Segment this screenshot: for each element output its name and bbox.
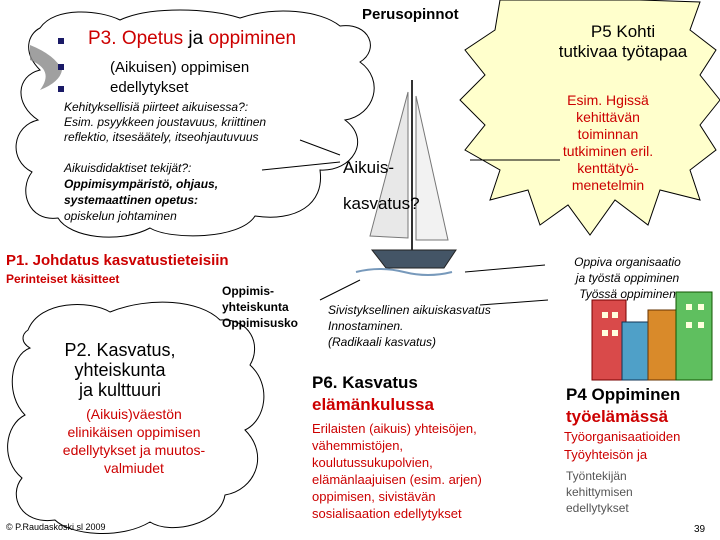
center-line: kasvatus? (343, 194, 420, 213)
p2-title-line: ja kulttuuri (78, 380, 162, 400)
p3-kehitys-line: Kehityksellisiä piirteet aikuisessa?: (64, 100, 249, 114)
p5-title-line: P5 Kohti (590, 22, 656, 41)
p4-title-line: työelämässä (566, 407, 669, 426)
oppiva-line: Työssä oppiminen (579, 287, 676, 301)
p6-body (312, 420, 482, 522)
center-label (343, 150, 420, 222)
p1-title: P1. Johdatus kasvatustieteisiin (6, 252, 229, 269)
p2-title-line: yhteiskunta (74, 360, 166, 380)
p2-body-line: (Aikuis)väestön (86, 406, 182, 422)
p5-body-line: toiminnan (577, 126, 639, 142)
p3-kehitys-line: reflektio, itsesäätely, itseohjautuvuus (64, 130, 259, 144)
page-number: 39 (694, 524, 706, 535)
p1-sivistys-block (328, 302, 491, 350)
p1-sivistys-line: Innostaminen. (328, 319, 404, 333)
p4-title-line: P4 Oppiminen (566, 385, 681, 404)
p2-body-line: elinikäisen oppimisen (67, 424, 201, 440)
p3-bullet-line: edellytykset (110, 79, 189, 96)
p4-sub-line: edellytykset (566, 501, 629, 515)
oppiva-line: ja työstä oppiminen (575, 271, 680, 285)
p1-oppimis-line: Oppimisusko (222, 316, 299, 330)
diagram-title: Perusopinnot (362, 6, 459, 23)
p2-body-line: valmiudet (104, 460, 164, 476)
p6-body-line: oppimisen, sivistävän (312, 489, 436, 504)
p6-body-line: vähemmistöjen, (312, 438, 404, 453)
p2-title (20, 340, 220, 400)
p1-perinteiset: Perinteiset käsitteet (6, 272, 120, 286)
bullet-marker (58, 86, 64, 92)
p5-title (528, 22, 718, 62)
p5-body-line: kenttätyö- (577, 160, 639, 176)
p2-title-line: P2. Kasvatus, (64, 340, 176, 360)
p4-sub (566, 468, 633, 516)
p3-bullet-line: (Aikuisen) oppimisen (110, 59, 250, 76)
center-line: Aikuis- (343, 158, 395, 177)
p5-title-line: tutkivaa työtapaa (558, 42, 688, 61)
p3-word-oppiminen: oppiminen (208, 28, 297, 49)
p5-body-line: menetelmin (571, 177, 645, 193)
p6-title-line: P6. Kasvatus (312, 373, 418, 392)
p4-body-line: Työorganisaatioiden (564, 429, 681, 444)
p1-oppimis-block (222, 283, 298, 331)
p3-didak-line: systemaattinen opetus: (64, 193, 199, 207)
p5-body (528, 92, 688, 194)
office-buildings-icon (592, 292, 712, 380)
p3-didak-line: opiskelun johtaminen (64, 209, 177, 223)
p4-body-line: Työyhteisön ja (564, 447, 648, 462)
oppiva-block (540, 254, 715, 302)
p4-sub-line: kehittymisen (566, 485, 633, 499)
p6-body-line: sosialisaation edellytykset (312, 506, 462, 521)
copyright: © P.Raudaskoski sl 2009 (6, 522, 106, 532)
p4-body (564, 428, 680, 464)
p5-body-line: kehittävän (576, 109, 640, 125)
oppiva-line: Oppiva organisaatio (574, 255, 681, 269)
p2-body-line: edellytykset ja muutos- (62, 442, 206, 458)
p6-body-line: elämänlaajuisen (esim. arjen) (312, 472, 482, 487)
p6-body-line: koulutussukupolvien, (312, 455, 433, 470)
p3-word-opetus: Opetus (121, 28, 184, 49)
p3-word-ja: ja (188, 28, 204, 49)
p6-title-line: elämänkulussa (312, 395, 434, 414)
p2-body (24, 405, 244, 477)
p3-didak-line: Oppimisympäristö, ohjaus, (64, 177, 219, 191)
p6-body-line: Erilaisten (aikuis) yhteisöjen, (312, 421, 477, 436)
p1-oppimis-line: yhteiskunta (222, 300, 289, 314)
p3-title (88, 28, 296, 50)
p3-kehitys-line: Esim. psyykkeen joustavuus, kriittinen (64, 115, 267, 129)
p6-title (312, 372, 434, 416)
p5-body-line: Esim. Hgissä (567, 92, 649, 108)
bullet-marker (58, 38, 64, 44)
p3-kehitys-block (64, 100, 266, 145)
p1-sivistys-line: Sivistyksellinen aikuiskasvatus (328, 303, 491, 317)
p3-didak-block (64, 160, 218, 224)
p4-sub-line: Työntekijän (566, 469, 627, 483)
p1-sivistys-line: (Radikaali kasvatus) (328, 335, 437, 349)
bullet-marker (58, 64, 64, 70)
p5-body-line: tutkiminen eril. (562, 143, 654, 159)
p3-prefix: P3. (88, 28, 117, 49)
p3-didak-title: Aikuisdidaktiset tekijät?: (64, 161, 192, 175)
p1-oppimis-line: Oppimis- (222, 284, 275, 298)
p4-title (566, 384, 680, 428)
